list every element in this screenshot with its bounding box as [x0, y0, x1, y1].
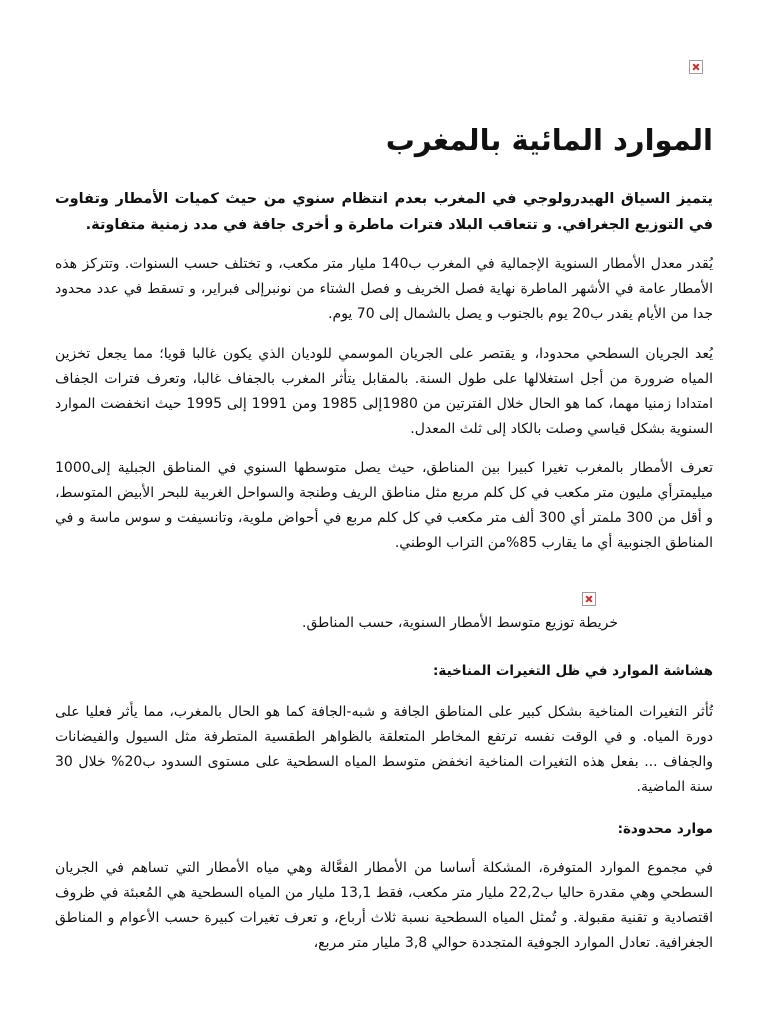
limited-resources-heading: موارد محدودة: [617, 821, 713, 837]
map-caption: خريطة توزيع متوسط الأمطار السنوية، حسب المناطق. [302, 615, 618, 631]
rainfall-paragraph: يُقدر معدل الأمطار السنوية الإجمالية في المغرب ب140 مليار متر مكعب، و تختلف حسب السنوات. وتتركز هذه الأمطار عامة في الأشهر الماطرة نهاية فصل الخريف و فصل الشتاء من نونبرإلى فبراير، و تسقط في عدد محدود جدا من الأيام يقدر ب20 يوم بالجنوب و يصل بالشمال إلى 70 يوم. [55, 256, 713, 322]
limited-resources-paragraph: في مجموع الموارد المتوفرة، المشكلة أساسا من الأمطار الفعَّالة وهي مياه الأمطار التي تساهم في الجريان السطحي وهي مقدرة حاليا ب22,2 مليار متر مكعب، فقط 13,1 مليار من المياه السطحية هي المُعبئة في ظروف اقتصادية و تقنية مقبولة. و تُمثل المياه السطحية نسبة ثلاث أرباع، و تعرف تغيرات كبيرة حسب الأعوام و المناطق الجغرافية. تعادل الموارد الجوفية المتجددة حوالي 3,8 مليار متر مربع، [55, 860, 713, 951]
intro-paragraph: يتميز السياق الهيدرولوجي في المغرب بعدم انتظام سنوي من حيث كميات الأمطار وتفاوت في التوزيع الجغرافي. و تتعاقب البلاد فترات ماطرة و أخرى جافة في مدد زمنية متفاوتة. [55, 191, 713, 233]
regional-rainfall-paragraph: تعرف الأمطار بالمغرب تغيرا كبيرا بين المناطق، حيث يصل متوسطها السنوي في المناطق الجبلية إلى1000 ميليمترأي مليون متر مكعب في كل كلم مربع مثل مناطق الريف وطنجة والسواحل الغربية للبحر الأبيض المتوسط، و أقل من 300 ملمتر أي 300 ألف متر مكعب في كل كلم مربع في أحواض ملوية، وتانسيفت و سوس ماسة و في المناطق الجنوبية أي ما يقارب 85%من التراب الوطني. [55, 460, 713, 551]
article-body [55, 0, 713, 1024]
climate-paragraph: تُأثر التغيرات المناخية بشكل كبير على المناطق الجافة و شبه-الجافة كما هو الحال بالمغرب، مما يأثر فعليا على دورة المياه. و في الوقت نفسه ترتفع المخاطر المتعلقة بالظواهر الطقسية المتطرفة مثل السيول والفيضانات والجفاف ... بفعل هذه التغيرات المناخية انخفض متوسط المياه السطحية على مستوى السدود ب20% خلال 30 سنة الماضية. [55, 704, 713, 795]
climate-heading: هشاشة الموارد في ظل التغيرات المناخية: [432, 663, 713, 679]
page-title: الموارد المائية بالمغرب [385, 123, 713, 157]
map-image-placeholder-icon [582, 592, 596, 606]
runoff-paragraph: يُعد الجريان السطحي محدودا، و يقتصر على الجريان الموسمي للوديان الذي يكون غالبا قويا؛ مما يجعل تخزين المياه ضرورة من أجل استغلالها على طول السنة. بالمقابل يتأثر المغرب بالجفاف غالبا، وتعرف فترات الجفاف امتدادا زمنيا مهما، كما هو الحال خلال الفترتين من 1980إلى 1985 ومن 1991 إلى 1995 حيث انخفضت الموارد السنوية بشكل قياسي وصلت بالكاد إلى ثلث المعدل. [55, 346, 714, 437]
